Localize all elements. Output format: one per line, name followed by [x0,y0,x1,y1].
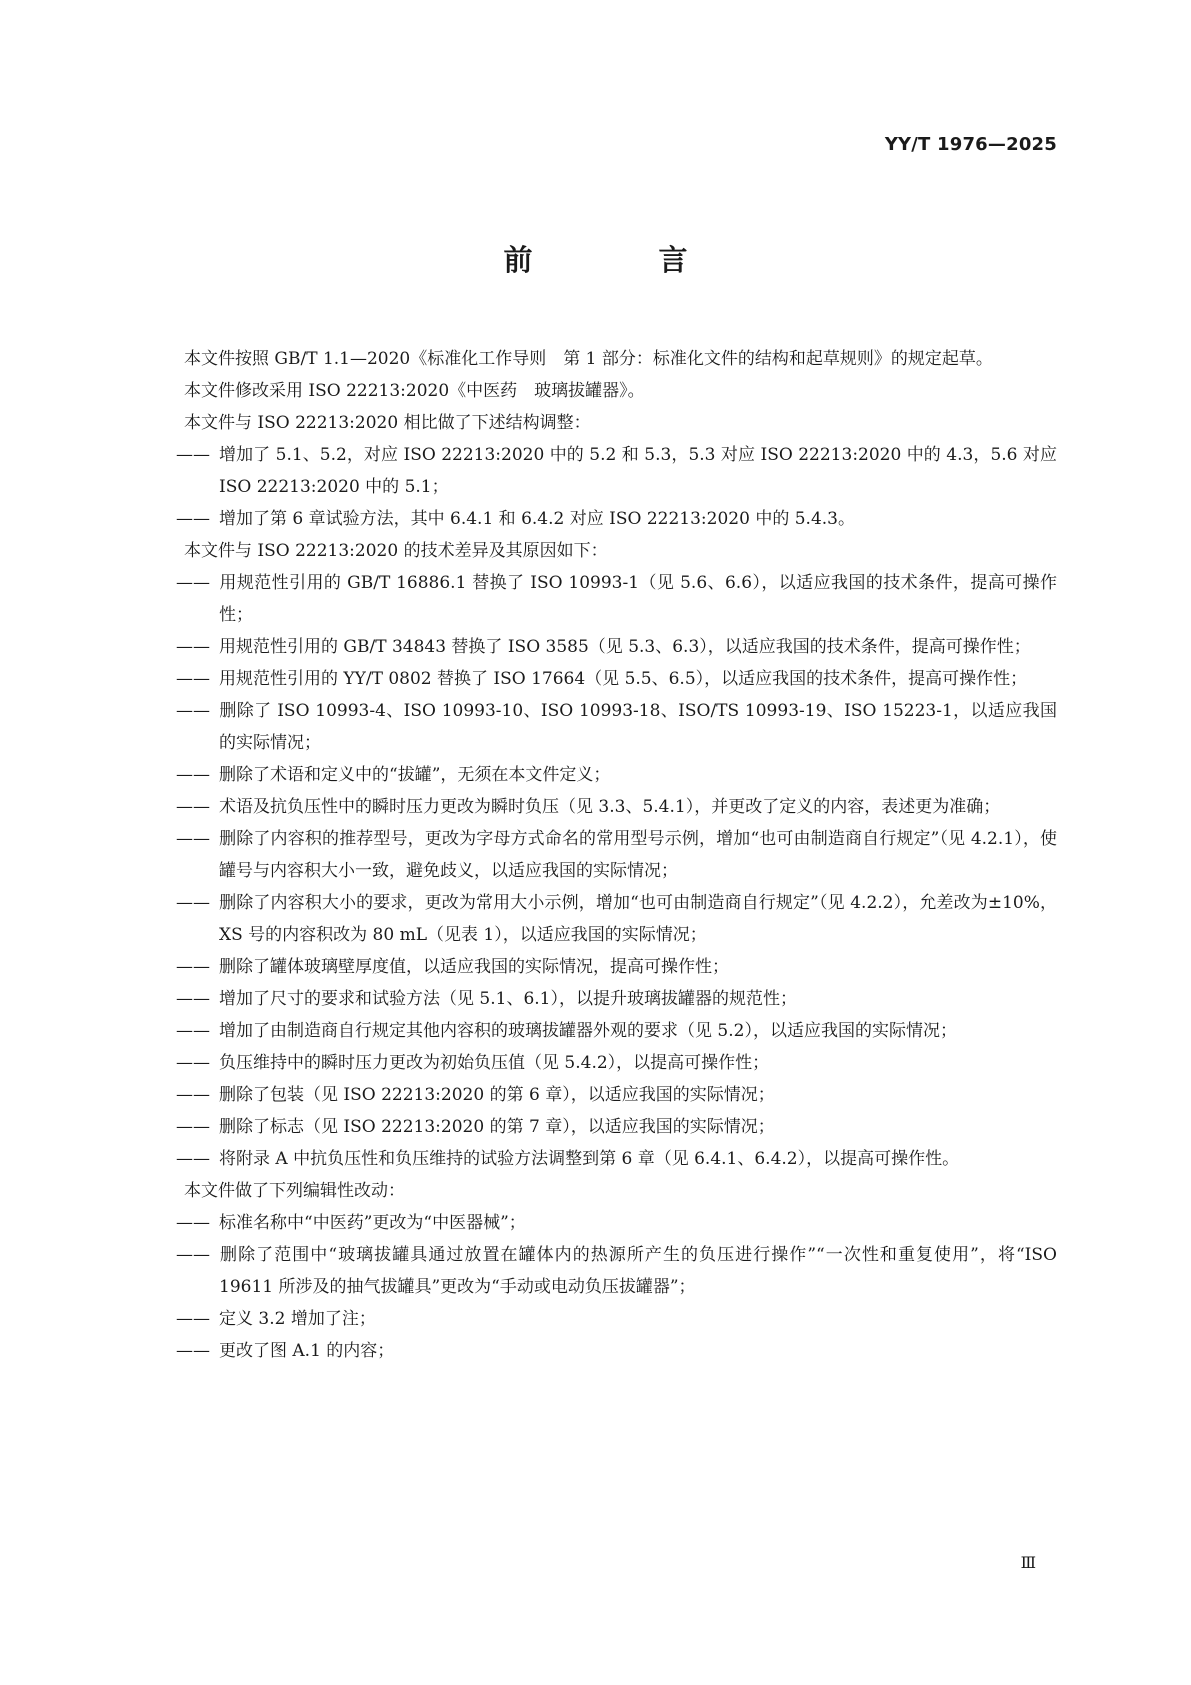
list-item [143,663,1057,695]
dash-marker: —— [176,765,210,785]
list-item-text: 术语及抗负压性中的瞬时压力更改为瞬时负压（见 3.3、5.4.1），并更改了定义的内容，表述更为准确； [219,797,1001,817]
dash-marker: —— [176,1117,210,1137]
dash-marker: —— [176,957,210,977]
list-item-text: 删除了内容积的推荐型号，更改为字母方式命名的常用型号示例，增加“也可由制造商自行规定”（见 4.2.1），使罐号与内容积大小一致，避免歧义，以适应我国的实际情况； [219,829,1057,881]
list-item [143,791,1057,823]
list-item [143,1303,1057,1335]
paragraph: 本文件修改采用 ISO 22213:2020《中医药 玻璃拔罐器》。 [184,381,645,401]
list-item-text: 删除了包装（见 ISO 22213:2020 的第 6 章），以适应我国的实际情况； [219,1085,775,1105]
list-item-text: 增加了第 6 章试验方法，其中 6.4.1 和 6.4.2 对应 ISO 22213:2020 中的 5.4.3。 [219,509,855,529]
list-item [143,439,1057,503]
list-item [143,983,1057,1015]
list-item-text: 定义 3.2 增加了注； [219,1309,376,1329]
list-item-text: 增加了尺寸的要求和试验方法（见 5.1、6.1），以提升玻璃拔罐器的规范性； [219,989,797,1009]
list-item-text: 用规范性引用的 YY/T 0802 替换了 ISO 17664（见 5.5、6.5），以适应我国的技术条件，提高可操作性； [219,669,1028,689]
list-item-text: 删除了范围中“玻璃拔罐具通过放置在罐体内的热源所产生的负压进行操作”“一次性和重复使用”，将“ISO 19611 所涉及的抽气拔罐具”更改为“手动或电动负压拔罐器”； [219,1245,1057,1297]
list-item [143,1207,1057,1239]
dash-marker: —— [176,1021,210,1041]
list-item-text: 增加了 5.1、5.2，对应 ISO 22213:2020 中的 5.2 和 5.3，5.3 对应 ISO 22213:2020 中的 4.3，5.6 对应 ISO 22213:2020 中的 5.1； [219,445,1057,497]
dash-marker: —— [176,445,210,465]
dash-marker: —— [176,829,210,849]
paragraph: 本文件按照 GB/T 1.1—2020《标准化工作导则 第 1 部分：标准化文件的结构和起草规则》的规定起草。 [184,349,993,369]
dash-marker: —— [176,573,210,593]
dash-marker: —— [176,509,210,529]
list-item-text: 增加了由制造商自行规定其他内容积的玻璃拔罐器外观的要求（见 5.2），以适应我国的实际情况； [219,1021,957,1041]
page-number: Ⅲ [1020,1553,1036,1572]
dash-marker: —— [176,1149,210,1169]
list-item-text: 将附录 A 中抗负压性和负压维持的试验方法调整到第 6 章（见 6.4.1、6.4.2），以提高可操作性。 [219,1149,960,1169]
list-item-text: 删除了内容积大小的要求，更改为常用大小示例，增加“也可由制造商自行规定”（见 4.2.2），允差改为±10%，XS 号的内容积改为 80 mL（见表 1），以适应我国的实际情况； [219,893,1057,945]
list-item-text: 删除了 ISO 10993-4、ISO 10993-10、ISO 10993-18、ISO/TS 10993-19、ISO 15223-1，以适应我国的实际情况； [219,701,1057,753]
list-item [143,631,1057,663]
dash-marker: —— [176,1053,210,1073]
list-item [143,1143,1057,1175]
list-item-text: 负压维持中的瞬时压力更改为初始负压值（见 5.4.2），以提高可操作性； [219,1053,770,1073]
dash-marker: —— [176,797,210,817]
dash-marker: —— [176,637,210,657]
dash-marker: —— [176,989,210,1009]
dash-marker: —— [176,1309,210,1329]
list-item [143,567,1057,631]
list-item [143,1239,1057,1303]
list-item-text: 删除了罐体玻璃壁厚度值，以适应我国的实际情况，提高可操作性； [219,957,729,977]
paragraph: 本文件与 ISO 22213:2020 相比做了下述结构调整： [184,413,591,433]
list-item [143,695,1057,759]
dash-marker: —— [176,1213,210,1233]
dash-marker: —— [176,1341,210,1361]
list-item-text: 用规范性引用的 GB/T 34843 替换了 ISO 3585（见 5.3、6.3），以适应我国的技术条件，提高可操作性； [219,637,1031,657]
list-item [143,1015,1057,1047]
list-item [143,503,1057,535]
list-item-text: 更改了图 A.1 的内容； [219,1341,395,1361]
page-title: 前 言 [503,243,746,277]
list-item [143,951,1057,983]
list-item [143,1111,1057,1143]
preface-body [143,343,1057,1367]
list-item [143,1079,1057,1111]
list-item-text: 删除了术语和定义中的“拔罐”，无须在本文件定义； [219,765,611,785]
dash-marker: —— [176,1245,210,1265]
dash-marker: —— [176,701,210,721]
list-item [143,1047,1057,1079]
dash-marker: —— [176,669,210,689]
list-item-text: 用规范性引用的 GB/T 16886.1 替换了 ISO 10993-1（见 5.6、6.6），以适应我国的技术条件，提高可操作性； [219,573,1057,625]
dash-marker: —— [176,1085,210,1105]
list-item-text: 删除了标志（见 ISO 22213:2020 的第 7 章），以适应我国的实际情况； [219,1117,775,1137]
standard-code: YY/T 1976—2025 [884,134,1057,155]
list-item-text: 标准名称中“中医药”更改为“中医器械”； [219,1213,526,1233]
paragraph: 本文件与 ISO 22213:2020 的技术差异及其原因如下： [184,541,608,561]
paragraph: 本文件做了下列编辑性改动： [184,1181,405,1201]
list-item [143,1335,1057,1367]
list-item [143,887,1057,951]
dash-marker: —— [176,893,210,913]
list-item [143,823,1057,887]
list-item [143,759,1057,791]
